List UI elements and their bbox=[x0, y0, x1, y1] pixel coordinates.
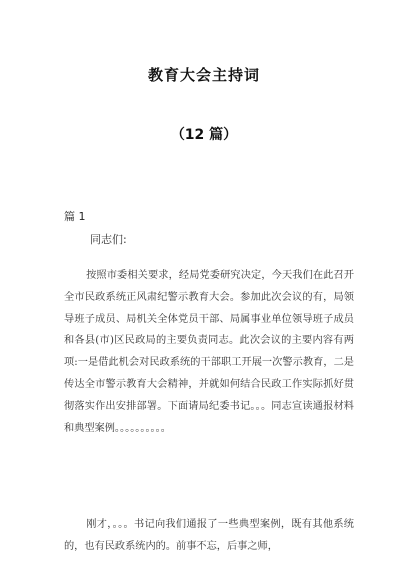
document-subtitle: （12 篇） bbox=[170, 127, 238, 143]
paragraph-2 bbox=[64, 514, 354, 558]
greeting: 同志们: bbox=[90, 233, 127, 246]
paragraph-2-text: 刚才，。。。书记向我们通报了一些典型案例，既有其他系统的，也有民政系统内的。前事不忘，后事之师， bbox=[64, 519, 354, 552]
document-title: 教育大会主持词 bbox=[147, 66, 260, 84]
paragraph-1 bbox=[64, 265, 354, 439]
section-label: 篇 1 bbox=[64, 210, 86, 223]
paragraph-1-text: 按照市委相关要求，经局党委研究决定，今天我们在此召开全市民政系统正风肃纪警示教育大会。参加此次会议的有，局领导班子成员、局机关全体党员干部、局属事业单位领导班子成员和各县(市)区民政局的主要负责同志。此次会议的主要内容有两项:一是借此机会对民政系统的干部职工开展一次警示教育，二是传达全市警示教育大会精神，并就如何结合民政工作实际抓好贯彻落实作出安排部署。下面请局纪委书记。。。同志宣读通报材料和典型案例。。。。。。。。。。 bbox=[64, 270, 354, 434]
